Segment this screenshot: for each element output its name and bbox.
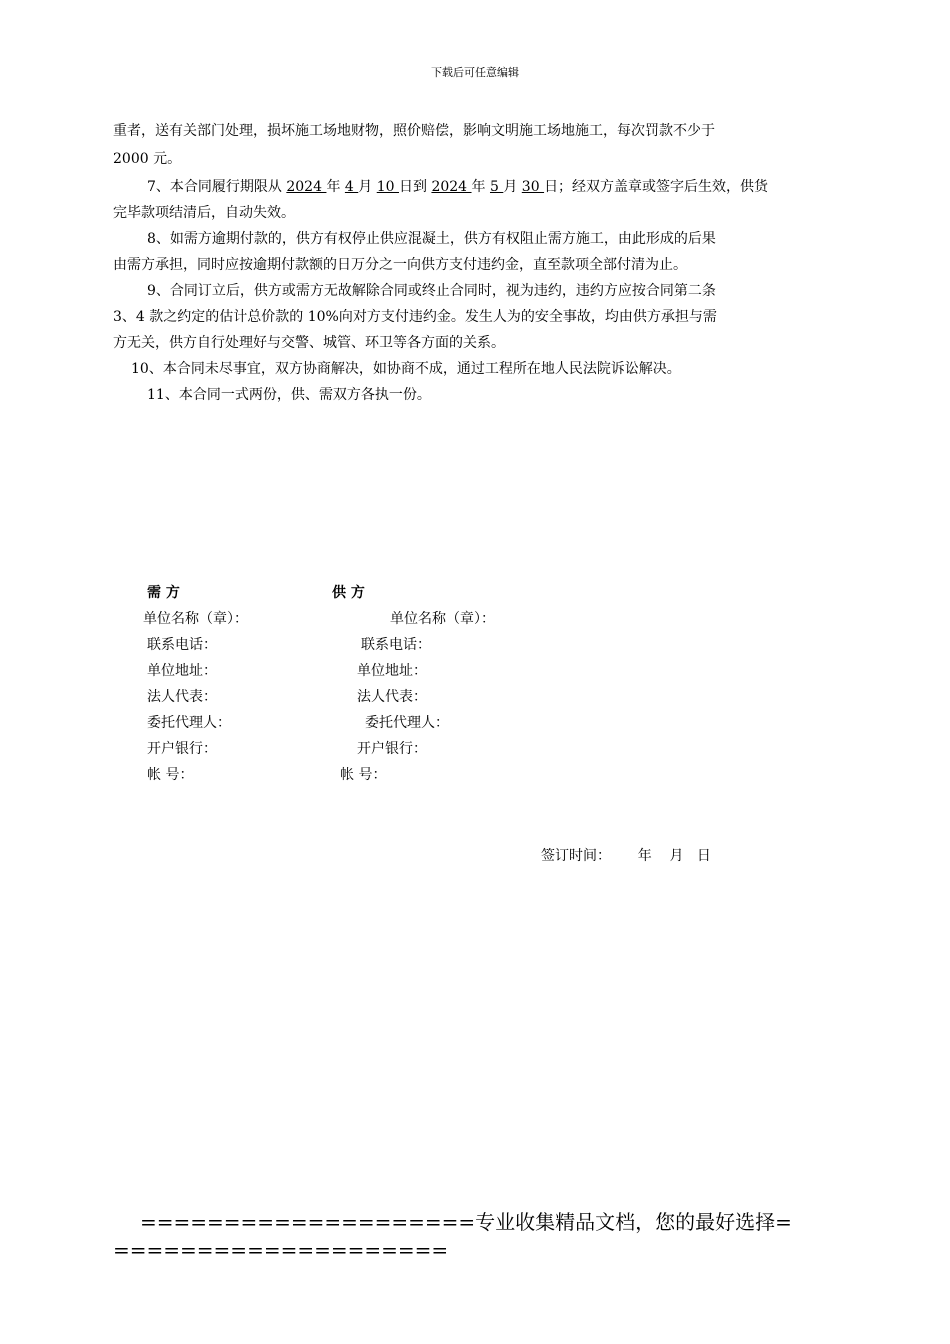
buyer-title: 需 方 — [147, 585, 180, 601]
body-line: 由需方承担，同时应按逾期付款额的日万分之一向供方支付违约金，直至款项全部付清为止。 — [113, 257, 687, 273]
seller-address-label: 单位地址： — [357, 663, 427, 679]
clause-7-line — [147, 177, 768, 197]
buyer-agent-label: 委托代理人： — [147, 715, 231, 731]
body-line: 重者，送有关部门处理，损坏施工场地财物，照价赔偿，影响文明施工场地施工，每次罚款不少于 — [113, 123, 715, 139]
footer-banner-continued: ==================== — [113, 1238, 449, 1262]
footer-banner: ====================专业收集精品文档，您的最好选择= — [140, 1210, 792, 1234]
buyer-bank-label: 开户银行： — [147, 741, 217, 757]
end-year: 2024 — [431, 179, 472, 195]
clause-9-line: 9、合同订立后，供方或需方无故解除合同或终止合同时，视为违约，违约方应按合同第二条 — [147, 283, 716, 299]
clause-text: 月 — [503, 179, 522, 195]
seller-agent-label: 委托代理人： — [365, 715, 449, 731]
clause-11-line: 11、本合同一式两份，供、需双方各执一份。 — [147, 387, 431, 403]
seller-title: 供 方 — [332, 585, 365, 601]
buyer-legal-rep-label: 法人代表： — [147, 689, 217, 705]
buyer-address-label: 单位地址： — [147, 663, 217, 679]
clause-8-line: 8、如需方逾期付款的，供方有权停止供应混凝土，供方有权阻止需方施工，由此形成的后果 — [147, 231, 716, 247]
clause-text: 月 — [358, 179, 377, 195]
page-header: 下载后可任意编辑 — [431, 66, 519, 79]
end-month: 5 — [489, 179, 504, 195]
seller-company-name-label: 单位名称（章）： — [390, 611, 495, 627]
seller-bank-label: 开户银行： — [357, 741, 427, 757]
clause-text: 日到 — [398, 179, 432, 195]
seller-account-label: 帐 号： — [340, 767, 387, 783]
buyer-account-label: 帐 号： — [147, 767, 194, 783]
sign-date-label: 签订时间： 年 月 日 — [541, 848, 711, 864]
clause-text: 7、本合同履行期限从 — [147, 179, 287, 195]
body-line: 3、4 款之约定的估计总价款的 10%向对方支付违约金。发生人为的安全事故，均由供方承担与需 — [113, 309, 717, 325]
start-year: 2024 — [286, 179, 327, 195]
body-line: 完毕款项结清后，自动失效。 — [113, 205, 295, 221]
start-day: 10 — [376, 179, 399, 195]
buyer-phone-label: 联系电话： — [147, 637, 217, 653]
clause-10-line: 10、本合同未尽事宜，双方协商解决，如协商不成，通过工程所在地人民法院诉讼解决。 — [131, 361, 681, 377]
seller-legal-rep-label: 法人代表： — [357, 689, 427, 705]
body-line: 方无关，供方自行处理好与交警、城管、环卫等各方面的关系。 — [113, 335, 505, 351]
seller-phone-label: 联系电话： — [361, 637, 431, 653]
clause-text: 年 — [326, 179, 345, 195]
buyer-company-name-label: 单位名称（章）： — [143, 611, 248, 627]
start-month: 4 — [344, 179, 359, 195]
clause-text: 年 — [471, 179, 490, 195]
clause-text: 日；经双方盖章或签字后生效，供货 — [544, 179, 769, 195]
end-day: 30 — [521, 179, 545, 195]
body-line: 2000 元。 — [113, 151, 182, 167]
